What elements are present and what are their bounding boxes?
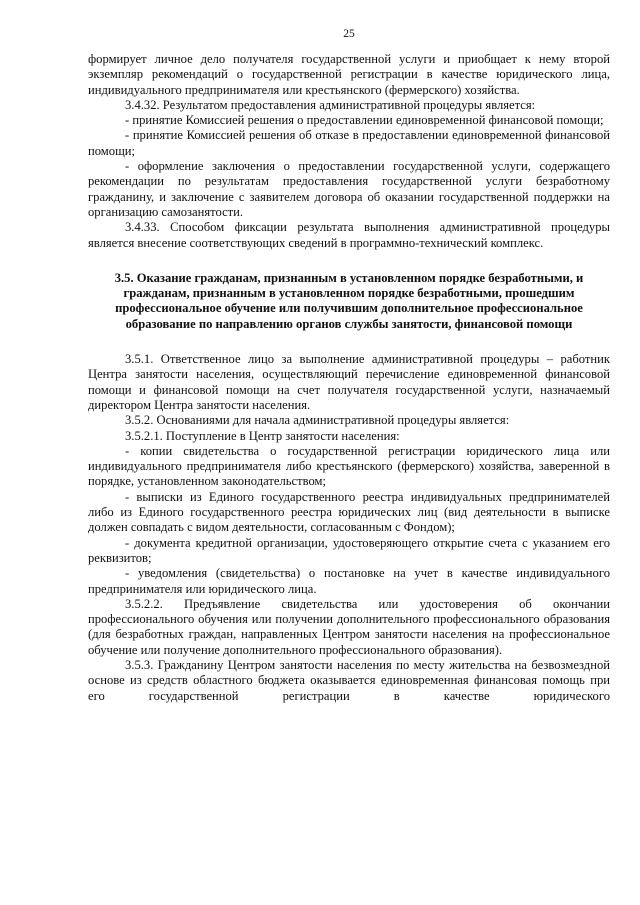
- paragraph: - принятие Комиссией решения об отказе в предоставлении единовременной финансовой помощи;: [88, 128, 610, 158]
- paragraph: - уведомления (свидетельства) о постановке на учет в качестве индивидуального предпринимателя или юридического лица.: [88, 566, 610, 596]
- paragraph: 3.5.2.2. Предъявление свидетельства или удостоверения об окончании профессионального обучения или получении дополнительного профессионального образования (для безработных граждан, направленных Центром занятости населения на профессиональное обучение или получение дополнительного профессионального образования).: [88, 596, 610, 657]
- section-heading: [88, 271, 610, 332]
- paragraph: - копии свидетельства о государственной регистрации юридического лица или индивидуального предпринимателя либо крестьянского (фермерского) хозяйства, заверенной в порядке, установленном законодательством;: [88, 443, 610, 489]
- paragraph: 3.5.2. Основаниями для начала административной процедуры является:: [125, 413, 510, 428]
- paragraph: - принятие Комиссией решения о предоставлении единовременной финансовой помощи;: [125, 113, 604, 128]
- paragraph: 3.5.3. Гражданину Центром занятости населения по месту жительства на безвозмездной основе из средств областного бюджета оказывается единовременная финансовая помощь при его государственной регистрации в качестве юридического: [88, 657, 610, 703]
- paragraph: 3.5.1. Ответственное лицо за выполнение административной процедуры – работник Центра занятости населения, осуществляющий перечисление единовременной финансовой помощи и финансовой помощи на счет получателя государственной услуги, назначаемый директором Центра занятости населения.: [88, 352, 610, 412]
- top-text-block: [88, 52, 610, 251]
- paragraph: - документа кредитной организации, удостоверяющего открытие счета с указанием его реквизитов;: [88, 535, 610, 565]
- bottom-text-block: [88, 352, 610, 704]
- section-heading-text: 3.5. Оказание гражданам, признанным в установленном порядке безработными, и гражданам, признанным в установленном порядке безработными, прошедшим профессиональное обучение или получившим дополнительное профессиональное образование по направлению органов службы занятости, финансовой помощи: [114, 270, 584, 331]
- paragraph: - выписки из Единого государственного реестра индивидуальных предпринимателей либо из Единого государственного реестра юридических лиц (вид деятельности в выписке должен совпадать с видом деятельности, согласованным с Фондом);: [88, 489, 610, 535]
- paragraph: 3.4.32. Результатом предоставления административной процедуры является:: [125, 97, 536, 112]
- page-number: 25: [343, 28, 355, 40]
- paragraph: 3.4.33. Способом фиксации результата выполнения административной процедуры является внесение соответствующих сведений в программно-технический комплекс.: [88, 220, 610, 250]
- paragraph: - оформление заключения о предоставлении государственной услуги, содержащего рекомендации по результатам предоставления государственной услуги безработному гражданину, и заключение с заявителем договора об оказании государственной поддержки на организацию самозанятости.: [88, 159, 610, 219]
- paragraph: 3.5.2.1. Поступление в Центр занятости населения:: [125, 428, 400, 443]
- paragraph: формирует личное дело получателя государственной услуги и приобщает к нему второй экземпляр рекомендаций о государственной регистрации в качестве юридического лица, индивидуального предпринимателя или крестьянского (фермерского) хозяйства.: [88, 52, 610, 97]
